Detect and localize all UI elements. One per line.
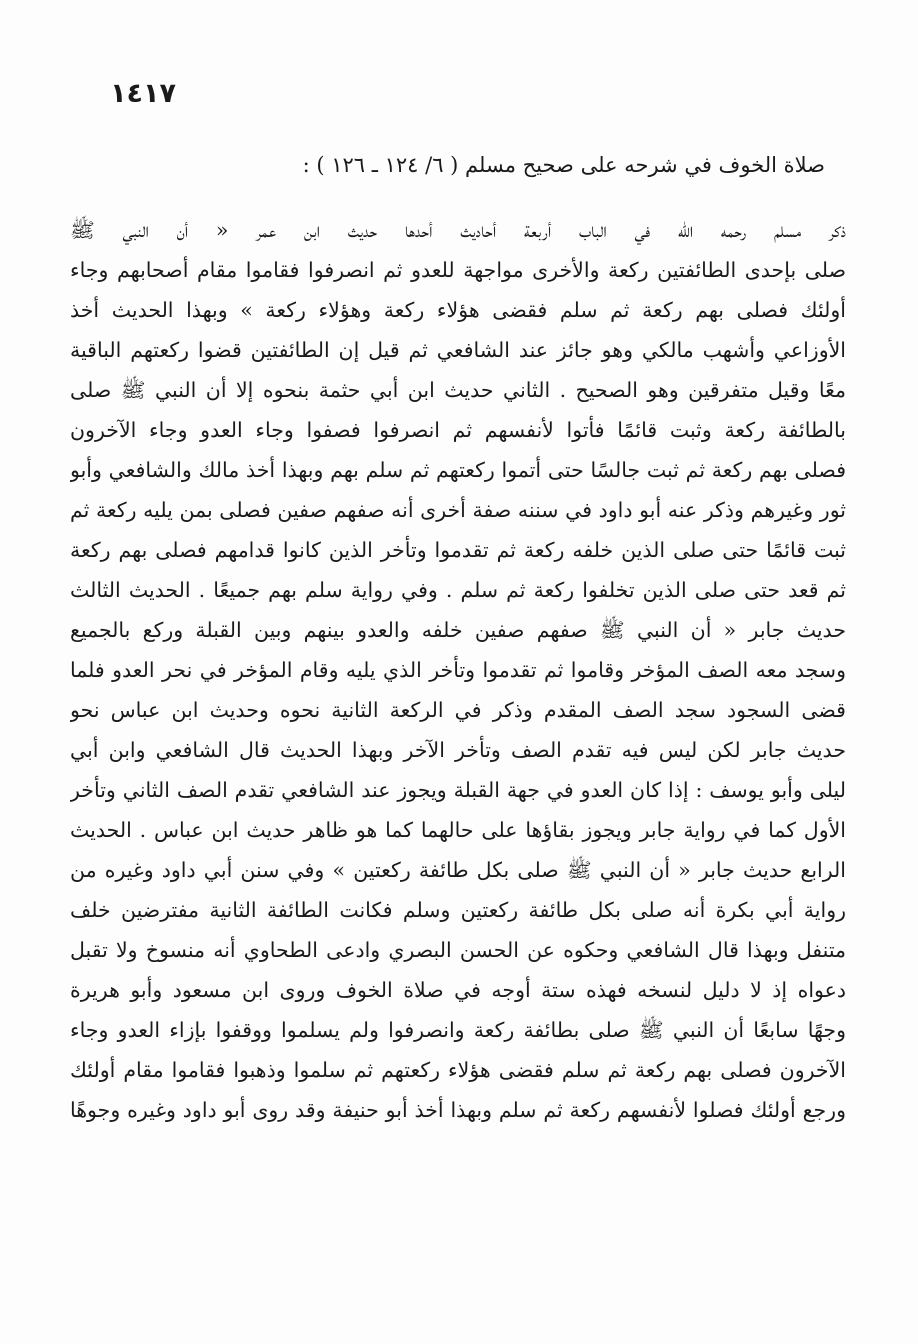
text-line: ثور وغيرهم وذكر عنه أبو داود في سننه صفة أخرى أنه صفهم صفين فصلى بمن يليه ركعة ثم: [70, 498, 846, 522]
text-line: قضى السجود سجد الصف المقدم وذكر في الركعة الثانية نحوه وحديث ابن عباس نحو: [70, 698, 846, 722]
text-line: رواية أبي بكرة أنه صلى بكل طائفة ركعتين وسلم فكانت الطائفة الثانية مفترضين خلف: [70, 898, 846, 922]
text-line: الآخرون فصلى بهم ركعة ثم سلم فقضى هؤلاء ركعتهم ثم سلموا وذهبوا فقاموا مقام أولئك: [70, 1058, 846, 1082]
text-line: أولئك فصلى بهم ركعة ثم سلم فقضى هؤلاء ركعة وهؤلاء ركعة » وبهذا الحديث أخذ: [70, 298, 846, 322]
text-line: صلى بإحدى الطائفتين ركعة والأخرى مواجهة للعدو ثم انصرفوا فقاموا مقام أصحابهم وجاء: [70, 258, 846, 282]
text-line: الأوزاعي وأشهب مالكي وهو جائز عند الشافعي ثم قيل إن الطائفتين قضوا ركعتهم الباقية: [70, 338, 846, 362]
text-line: حديث جابر « أن النبي ﷺ صفهم صفين خلفه والعدو بينهم وبين القبلة وركع بالجميع: [70, 618, 846, 642]
text-line: معًا وقيل متفرقين وهو الصحيح . الثاني حديث ابن أبي حثمة بنحوه إلا أن النبي ﷺ صلى: [70, 378, 846, 402]
text-line: ثبت قائمًا حتى صلى الذين خلفه ركعة ثم تقدموا وتأخر الذين كانوا قدامهم فصلى بهم ركعة: [70, 538, 846, 562]
text-line: ذكر مسلم رحمه الله في الباب أربعة أحاديث أحدها حديث ابن عمر « أن النبي ﷺ: [70, 218, 846, 242]
text-line: ليلى وأبو يوسف : إذا كان العدو في جهة القبلة ويجوز عند الشافعي تقدم الصف الثاني وتأخر: [70, 778, 846, 802]
section-heading: صلاة الخوف في شرحه على صحيح مسلم ( ٦/ ١٢٤ ـ ١٢٦ ) :: [302, 153, 825, 177]
text-line: وسجد معه الصف المؤخر وقاموا ثم تقدموا وتأخر الذي يليه وقام المؤخر في نحر العدو فلما: [70, 658, 846, 682]
text-line: ثم قعد حتى صلى الذين تخلفوا ركعة ثم سلم . وفي رواية سلم بهم جميعًا . الحديث الثالث: [70, 578, 846, 602]
body-text: [70, 210, 846, 1130]
page-number: ١٤١٧: [110, 78, 176, 109]
text-line: متنفل وبهذا قال الشافعي وحكوه عن الحسن البصري وادعى الطحاوي أنه منسوخ ولا تقبل: [70, 938, 846, 962]
text-line: وجهًا سابعًا أن النبي ﷺ صلى بطائفة ركعة وانصرفوا ولم يسلموا ووقفوا بإزاء العدو وجاء: [70, 1018, 846, 1042]
text-line: حديث جابر لكن ليس فيه تقدم الصف وتأخر الآخر وبهذا الحديث قال الشافعي وابن أبي: [70, 738, 846, 762]
text-line: فصلى بهم ركعة ثم ثبت جالسًا حتى أتموا ركعتهم ثم سلم بهم وبهذا أخذ مالك والشافعي وأبو: [70, 458, 846, 482]
text-line: دعواه إذ لا دليل لنسخه فهذه ستة أوجه في صلاة الخوف وروى ابن مسعود وأبو هريرة: [70, 978, 846, 1002]
text-line: بالطائفة ركعة وثبت قائمًا فأتوا لأنفسهم ثم انصرفوا فصفوا وجاء العدو وجاء الآخرون: [70, 418, 846, 442]
text-line: ورجع أولئك فصلوا لأنفسهم ركعة ثم سلم وبهذا أخذ أبو حنيفة وقد روى أبو داود وغيره وجوهًا: [70, 1098, 846, 1122]
text-line: الأول كما في رواية جابر ويجوز بقاؤها على حالهما كما هو ظاهر حديث ابن عباس . الحديث: [70, 818, 846, 842]
text-line: الرابع حديث جابر « أن النبي ﷺ صلى بكل طائفة ركعتين » وفي سنن أبي داود وغيره من: [70, 858, 846, 882]
